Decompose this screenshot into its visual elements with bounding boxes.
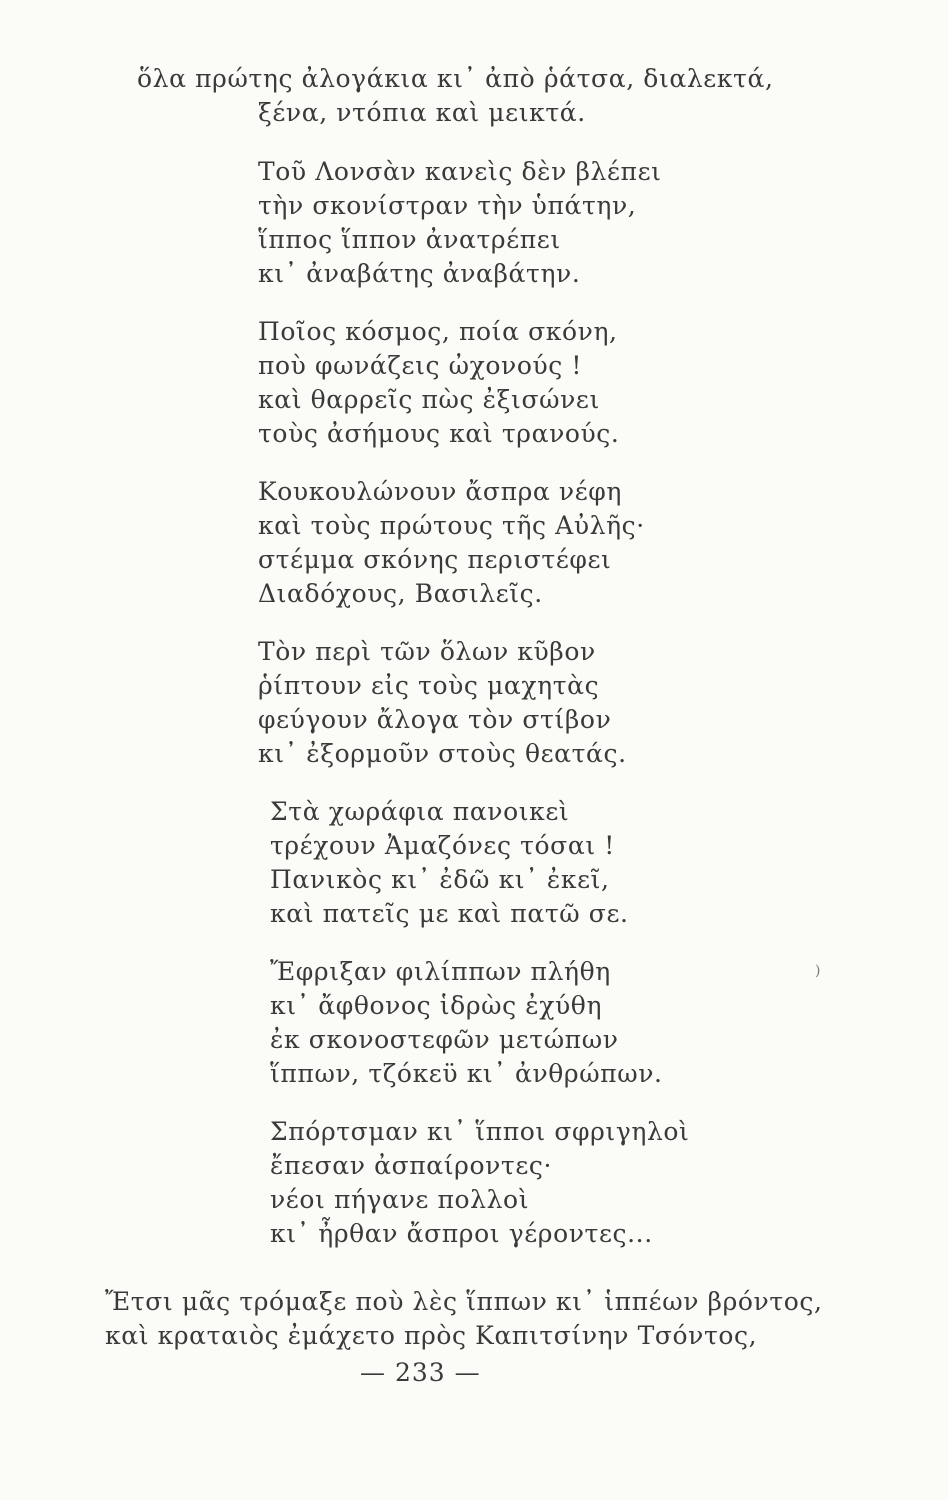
- verse-line-25: ἐκ σκονοστεφῶν μετώπων: [270, 1025, 619, 1054]
- verse-line-11: Κουκουλώνουν ἄσπρα νέφη: [258, 477, 622, 506]
- verse-line-31: Ἔτσι μᾶς τρόμαξε ποὺ λὲς ἵππων κι᾿ ἱππέων βρόντος,: [105, 1287, 823, 1316]
- verse-line-1: ὅλα πρώτης ἀλογάκια κι᾿ ἀπὸ ῥάτσα, διαλεκτά,: [137, 64, 774, 93]
- verse-line-13: στέμμα σκόνης περιστέφει: [258, 545, 612, 574]
- verse-line-21: Πανικὸς κι᾿ ἐδῶ κι᾿ ἐκεῖ,: [270, 865, 610, 894]
- verse-line-12: καὶ τοὺς πρώτους τῆς Αὐλῆς·: [258, 511, 645, 540]
- verse-line-32: καὶ κραταιὸς ἐμάχετο πρὸς Καπιτσίνην Τσόντος,: [105, 1321, 758, 1350]
- verse-line-5: ἵππος ἵππον ἀνατρέπει: [258, 225, 561, 254]
- verse-line-10: τοὺς ἀσήμους καὶ τρανούς.: [258, 419, 620, 448]
- verse-line-16: ῥίπτουν εἰς τοὺς μαχητὰς: [258, 671, 600, 700]
- verse-line-9: καὶ θαρρεῖς πὼς ἐξισώνει: [258, 385, 600, 414]
- margin-mark: ): [815, 963, 821, 979]
- verse-line-26: ἵππων, τζόκεϋ κι᾿ ἀνθρώπων.: [270, 1059, 663, 1088]
- verse-line-2: ξένα, ντόπια καὶ μεικτά.: [258, 98, 586, 127]
- verse-line-22: καὶ πατεῖς με καὶ πατῶ σε.: [270, 899, 629, 928]
- verse-line-18: κι᾿ ἐξορμοῦν στοὺς θεατάς.: [258, 739, 627, 768]
- verse-line-17: φεύγουν ἄλογα τὸν στίβον: [258, 705, 612, 734]
- verse-line-30: κι᾿ ἦρθαν ἄσπροι γέροντες...: [270, 1219, 653, 1248]
- verse-line-6: κι᾿ ἀναβάτης ἀναβάτην.: [258, 259, 581, 288]
- page-number: — 233 —: [360, 1358, 481, 1387]
- verse-line-24: κι᾿ ἄφθονος ἱδρὼς ἐχύθη: [270, 991, 603, 1020]
- verse-line-14: Διαδόχους, Βασιλεῖς.: [258, 579, 543, 608]
- verse-line-15: Τὸν περὶ τῶν ὅλων κῦβον: [258, 637, 596, 666]
- verse-line-8: ποὺ φωνάζεις ὠχονούς !: [258, 351, 583, 380]
- verse-line-7: Ποῖος κόσμος, ποία σκόνη,: [258, 317, 618, 346]
- verse-line-19: Στὰ χωράφια πανοικεὶ: [270, 797, 570, 826]
- verse-line-27: Σπόρτσμαν κι᾿ ἵπποι σφριγηλοὶ: [270, 1117, 690, 1146]
- verse-line-29: νέοι πήγανε πολλοὶ: [270, 1185, 530, 1214]
- verse-line-3: Τοῦ Λονσὰν κανεὶς δὲν βλέπει: [258, 157, 662, 186]
- verse-line-20: τρέχουν Ἀμαζόνες τόσαι !: [270, 831, 615, 860]
- verse-line-23: Ἔφριξαν φιλίππων πλήθη: [270, 957, 611, 986]
- verse-line-28: ἔπεσαν ἀσπαίροντες·: [270, 1151, 553, 1180]
- verse-line-4: τὴν σκονίστραν τὴν ὑπάτην,: [258, 191, 637, 220]
